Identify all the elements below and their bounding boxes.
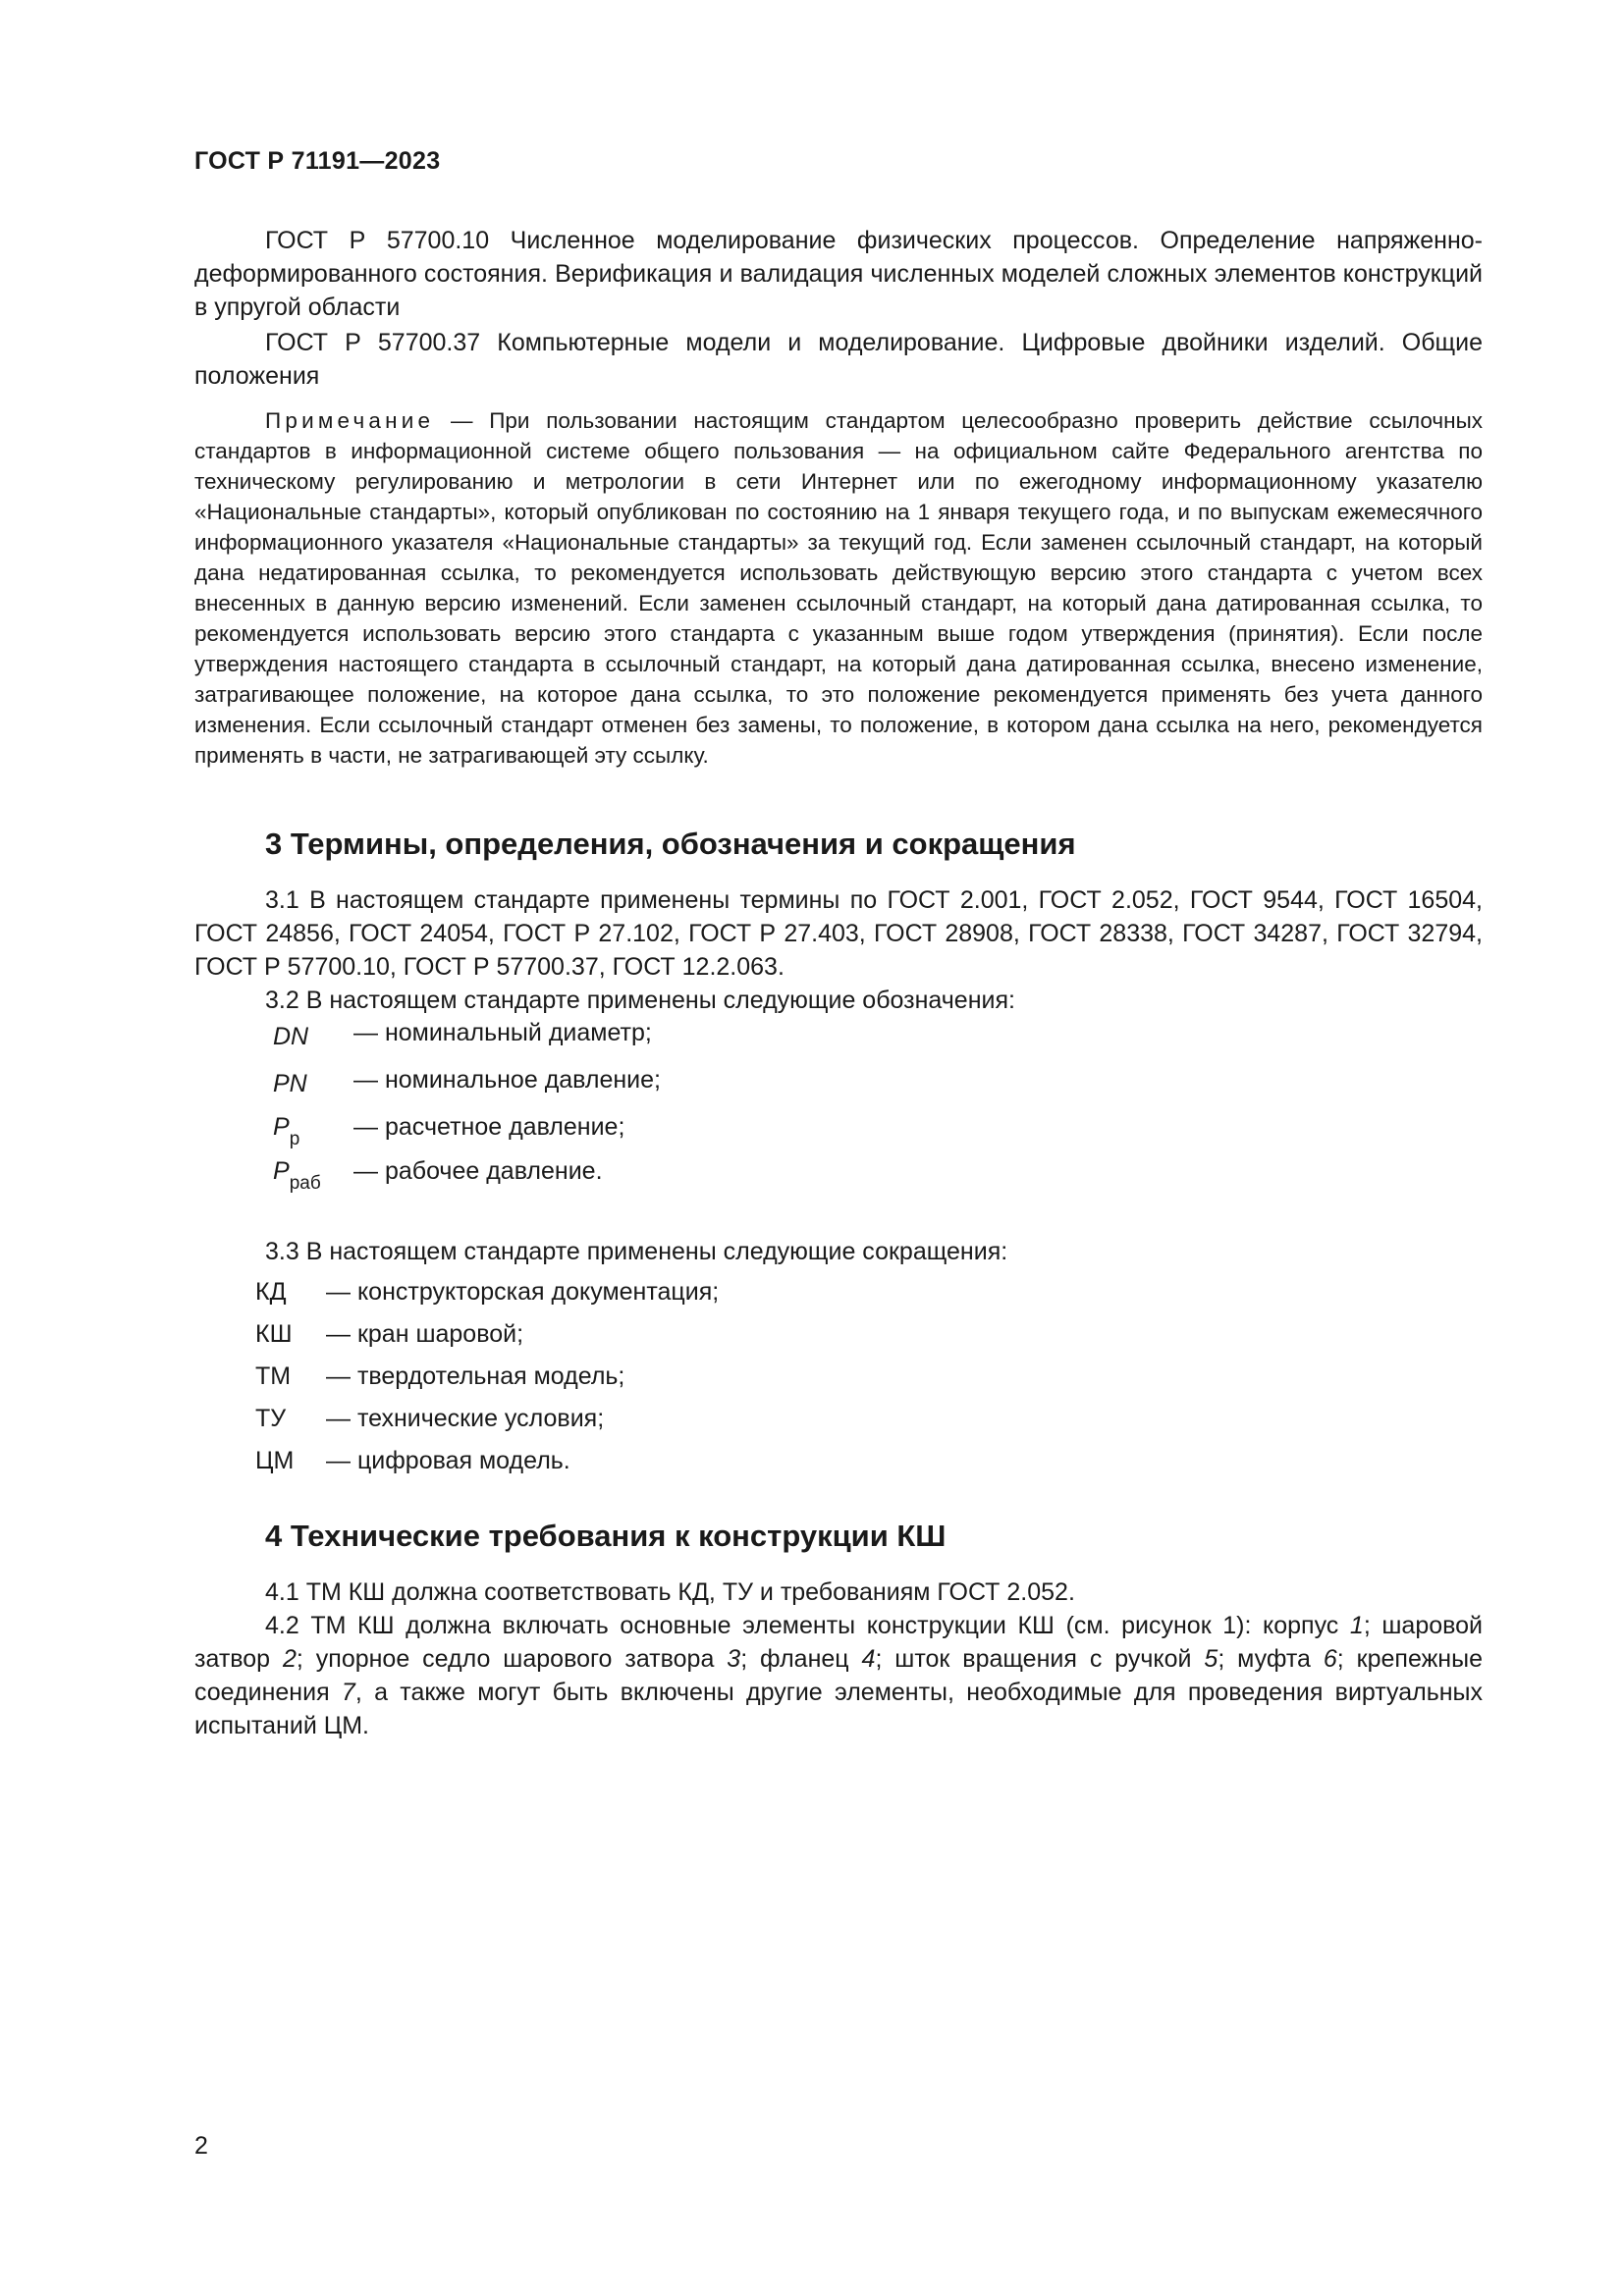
abbreviation: КШ	[255, 1320, 293, 1348]
abbreviation-description: — конструкторская документация;	[326, 1278, 720, 1306]
abbreviation-description: — технические условия;	[326, 1405, 605, 1432]
clause-3-2	[194, 984, 1483, 1017]
symbol: $P_{раб}$	[273, 1157, 321, 1194]
normative-references	[194, 224, 1483, 393]
abbreviation-description: — кран шаровой;	[326, 1320, 524, 1348]
section-4-title: 4 Технические требования к конструкции КШ	[265, 1519, 947, 1553]
abbreviation: ТМ	[255, 1362, 292, 1390]
clause-3-2-text: 3.2 В настоящем стандарте применены следующие обозначения:	[265, 987, 1015, 1014]
reference-gost-57700-37: ГОСТ Р 57700.37 Компьютерные модели и моделирование. Цифровые двойники изделий. Общие положения	[194, 329, 1483, 390]
section-3-title: 3 Термины, определения, обозначения и сокращения	[265, 827, 1076, 861]
symbol-description: — рабочее давление.	[353, 1157, 603, 1185]
document-code-header: ГОСТ Р 71191—2023	[194, 147, 441, 175]
abbreviation: ТУ	[255, 1405, 287, 1432]
clause-3-1	[194, 883, 1483, 984]
clause-3-1-text: 3.1 В настоящем стандарте применены термины по ГОСТ 2.001, ГОСТ 2.052, ГОСТ 9544, ГОСТ 16504, ГОСТ 24856, ГОСТ 24054, ГОСТ Р 27.102, ГОСТ Р 27.403, ГОСТ 28908, ГОСТ 28338, ГОСТ 34287, ГОСТ 32794, ГОСТ Р 57700.10, ГОСТ Р 57700.37, ГОСТ 12.2.063.	[194, 886, 1483, 981]
abbreviation: ЦМ	[255, 1447, 295, 1474]
clause-3-3-text: 3.3 В настоящем стандарте применены следующие сокращения:	[265, 1238, 1008, 1265]
abbreviation: КД	[255, 1278, 287, 1306]
symbol-description: — номинальный диаметр;	[353, 1019, 652, 1046]
clause-3-3	[194, 1235, 1483, 1268]
note-label: Примечание	[265, 408, 435, 433]
clause-4-1-text: 4.1 ТМ КШ должна соответствовать КД, ТУ и требованиям ГОСТ 2.052.	[265, 1578, 1075, 1606]
note-paragraph	[194, 405, 1483, 771]
reference-gost-57700-10: ГОСТ Р 57700.10 Численное моделирование физических процессов. Определение напряженно-деформированного состояния. Верификация и валидация численных моделей сложных элементов конструкций в упругой области	[194, 227, 1483, 321]
page-number: 2	[194, 2132, 208, 2160]
abbreviation-description: — цифровая модель.	[326, 1447, 570, 1474]
symbol: PN	[273, 1070, 307, 1097]
note-text: — При пользовании настоящим стандартом целесообразно проверить действие ссылочных стандартов в информационной системе общего пользования — на официальном сайте Федерального агентства по техническому регулированию и метрологии в сети Интернет или по ежегодному информационному указателю «Национальные стандарты», который опубликован по состоянию на 1 января текущего года, и по выпускам ежемесячного информационного указателя «Национальные стандарты» за текущий год. Если заменен ссылочный стандарт, на который дана недатированная ссылка, то рекомендуется использовать действующую версию этого стандарта с учетом всех внесенных в данную версию изменений. Если заменен ссылочный стандарт, на который дана датированная ссылка, то рекомендуется использовать версию этого стандарта с указанным выше годом утверждения (принятия). Если после утверждения настоящего стандарта в ссылочный стандарт, на который дана датированная ссылка, внесено изменение, затрагивающее положение, на которое дана ссылка, то это положение рекомендуется применять без учета данного изменения. Если ссылочный стандарт отменен без замены, то положение, в котором дана ссылка на него, рекомендуется применять в части, не затрагивающей эту ссылку.	[194, 408, 1483, 768]
symbol: $P_р$	[273, 1113, 300, 1149]
section-4-body	[194, 1575, 1483, 1742]
symbol-description: — расчетное давление;	[353, 1113, 625, 1141]
symbol-description: — номинальное давление;	[353, 1066, 662, 1094]
abbreviation-description: — твердотельная модель;	[326, 1362, 625, 1390]
symbol: DN	[273, 1023, 309, 1050]
clause-4-2-text: 4.2 ТМ КШ должна включать основные элементы конструкции КШ (см. рисунок 1): корпус 1; шаровой затвор 2; упорное седло шарового затвора 3; фланец 4; шток вращения с ручкой 5; муфта 6; крепежные соединения 7, а также могут быть включены другие элементы, необходимые для проведения виртуальных испытаний ЦМ.	[194, 1612, 1484, 1739]
